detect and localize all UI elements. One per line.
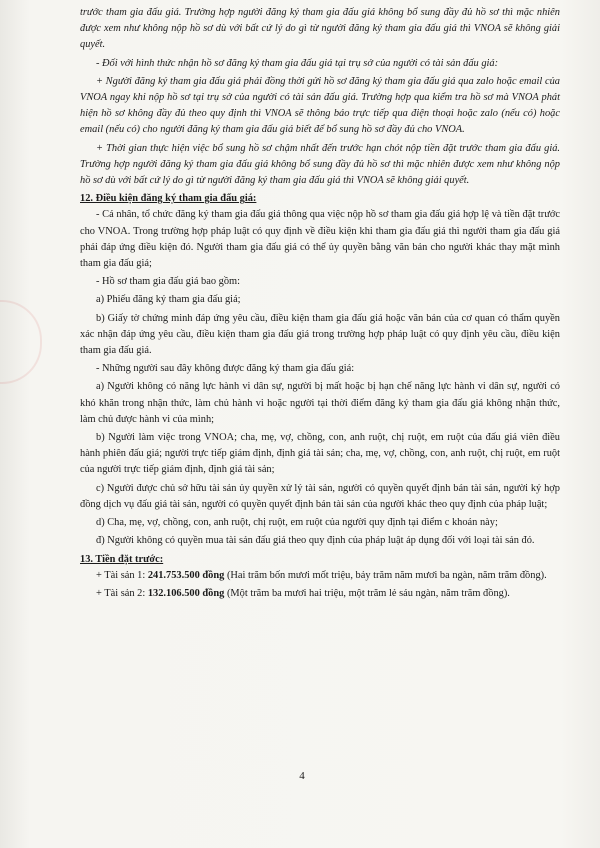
paragraph-dossier-a: a) Phiếu đăng ký tham gia đấu giá; [96, 294, 241, 306]
paragraph-deposit-note: trước tham gia đấu giá. Trường hợp người đăng ký tham gia đấu giá không bổ sung đầy đủ hồ sơ thì mặc nhiên được xem như không nộp hồ sơ dù với bất cứ lý do gì từ người đăng ký tham gia đấu giá thì VNOA sẽ không giải quyết. [80, 7, 560, 51]
paragraph-onsite-submit: + Người đăng ký tham gia đấu giá phải đồng thời gửi hồ sơ đăng ký tham gia đấu giá qua zalo hoặc email của VNOA ngay khi nộp hồ sơ tại trụ sở của người có tài sản đấu giá. Trường hợp qua kiểm tra hồ sơ mà VNOA phát hiện hồ sơ không đầy đủ theo quy định thì VNOA sẽ thông báo trực tiếp qua điện thoại hoặc zalo (nếu có) hoặc email (nếu có) cho người đăng ký tham gia đấu giá biết để bổ sung hồ sơ đầy đủ cho VNOA. [80, 75, 560, 136]
stamp-mark [0, 300, 42, 384]
heading-section-13: 13. Tiền đặt trước: [80, 553, 164, 565]
paragraph-excluded-d: d) Cha, mẹ, vợ, chồng, con, anh ruột, chị ruột, em ruột của người quy định tại điểm c khoản này; [96, 517, 498, 529]
paragraph-excluded-dd: đ) Người không có quyền mua tài sản đấu giá theo quy định của pháp luật áp dụng đối với loại tài sản đó. [96, 535, 535, 547]
paragraph-onsite-form: - Đối với hình thức nhận hồ sơ đăng ký tham gia đấu giá tại trụ sở của người có tài sản đấu giá: [96, 57, 499, 69]
paragraph-dossier-intro: - Hồ sơ tham gia đấu giá bao gồm: [96, 276, 241, 288]
asset-1-words: (Hai trăm bốn mươi mốt triệu, bảy trăm năm mươi ba ngàn, năm trăm đồng). [224, 569, 547, 581]
asset-1-amount: 241.753.500 đồng [147, 569, 225, 581]
paragraph-excluded-b: b) Người làm việc trong VNOA; cha, mẹ, vợ, chồng, con, anh ruột, chị ruột, em ruột của đấu giá viên điều hành phiên đấu giá; người trực tiếp giám định, định giá tài sản; cha, mẹ, vợ, chồng, con, anh ruột, chị ruột, em ruột của người trực tiếp giám định, định giá tài sản; [80, 432, 560, 476]
asset-2-label: + Tài sản 2: [96, 587, 148, 599]
heading-section-12: 12. Điều kiện đăng ký tham gia đấu giá: [80, 193, 257, 205]
page-number: 4 [299, 770, 305, 782]
paragraph-eligibility: - Cá nhân, tổ chức đăng ký tham gia đấu giá thông qua việc nộp hồ sơ tham gia đấu giá hợp lệ và tiền đặt trước cho VNOA. Trong trường hợp pháp luật có quy định về điều kiện khi tham gia đấu giá thì người tham gia đấu giá phải đáp ứng điều kiện đó. Người tham gia đấu giá có thể ủy quyền bằng văn bản cho người khác thay mặt mình tham gia đấu giá; [80, 209, 560, 270]
paragraph-deposit-asset-2 [80, 586, 560, 602]
paragraph-deposit-asset-1 [80, 568, 560, 584]
asset-2-amount: 132.106.500 đồng [147, 587, 225, 599]
asset-1-label: + Tài sản 1: [96, 569, 148, 581]
paragraph-excluded-c: c) Người được chủ sở hữu tài sản ủy quyền xử lý tài sản, người có quyền quyết định bán tài sản, người ký hợp đồng dịch vụ đấu giá tài sản, người có quyền quyết định bán tài sản của người khác theo quy định của pháp luật; [80, 482, 560, 510]
paragraph-excluded-intro: - Những người sau đây không được đăng ký tham gia đấu giá: [96, 363, 355, 375]
document-body [80, 5, 560, 602]
paragraph-dossier-b: b) Giấy tờ chứng minh đáp ứng yêu cầu, điều kiện tham gia đấu giá hoặc văn bản của cơ quan có thẩm quyền xác nhận đáp ứng yêu cầu, điều kiện tham gia đấu giá trong trường hợp pháp luật có quy định yêu cầu, điều kiện tham gia đấu giá. [80, 312, 560, 357]
asset-2-words: (Một trăm ba mươi hai triệu, một trăm lẻ sáu ngàn, năm trăm đồng). [224, 587, 510, 599]
paragraph-supplement-time: + Thời gian thực hiện việc bổ sung hồ sơ chậm nhất đến trước hạn chót nộp tiền đặt trước tham gia đấu giá. Trường hợp người đăng ký tham gia đấu giá không bổ sung đầy đủ hồ sơ thì mặc nhiên được xem như không nộp hồ sơ dù với bất cứ lý do gì từ người đăng ký tham gia đấu giá thì VNOA sẽ không giải quyết. [80, 142, 560, 187]
paragraph-excluded-a: a) Người không có năng lực hành vi dân sự, người bị mất hoặc bị hạn chế năng lực hành vi dân sự, người có khó khăn trong nhận thức, làm chủ hành vi hoặc người tại thời điểm đăng ký tham gia đấu giá không nhận thức, làm chủ được hành vi của mình; [80, 381, 560, 425]
